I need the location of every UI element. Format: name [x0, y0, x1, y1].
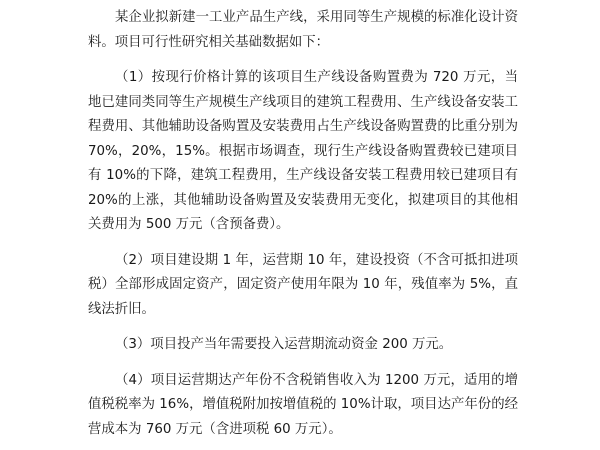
paragraph-item-3: （3）项目投产当年需要投入运营期流动资金 200 万元。 [115, 337, 453, 352]
paragraph-item-2: （2）项目建设期 1 年，运营期 10 年，建设投资（不含可抵扣进项税）全部形成固定资产，固定资产使用年限为 10 年，残值率为 5%，直线法折旧。 [88, 252, 518, 317]
paragraph-intro: 某企业拟新建一工业产品生产线，采用同等生产规模的标准化设计资料。项目可行性研究相关基础数据如下： [88, 10, 518, 50]
paragraph-item-4: （4）项目运营期达产年份不含税销售收入为 1200 万元，适用的增值税税率为 16%，增值税附加按增值税的 10%计取，项目达产年份的经营成本为 760 万元（含进项税 60 万元）。 [88, 372, 518, 437]
paragraph-item-1: （1）按现行价格计算的该项目生产线设备购置费为 720 万元，当地已建同类同等生产规模生产线项目的建筑工程费用、生产线设备安装工程费用、其他辅助设备购置及安装费用占生产线设备购置费的比重分别为 70%，20%，15%。根据市场调查，现行生产线设备购置费较已建项目有 10%的下降，建筑工程费用，生产线设备安装工程费用较已建项目有 20%的上涨，其他辅助设备购置及安装费用无变化，拟建项目的其他相关费用为 500 万元（含预备费）。 [88, 70, 518, 232]
document-body [88, 6, 518, 442]
